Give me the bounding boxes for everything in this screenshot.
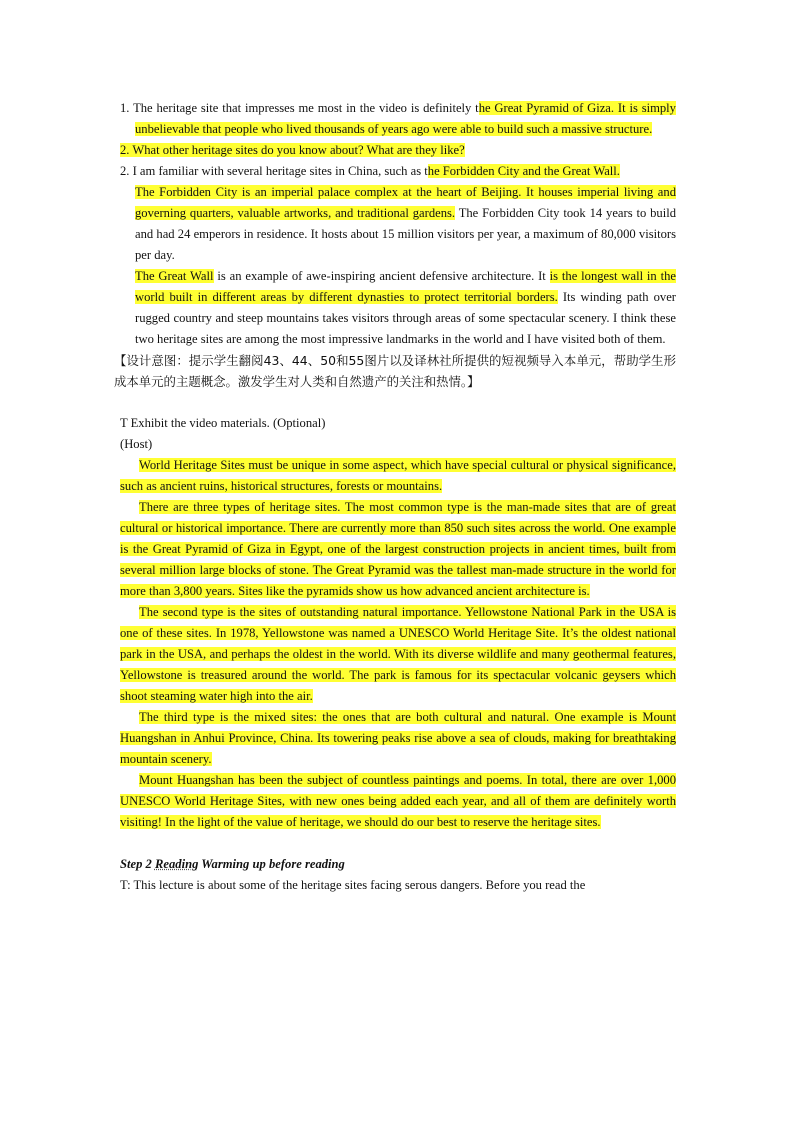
question-2-text: 2. What other heritage sites do you know about? What are they like? (120, 143, 465, 157)
document-page (114, 98, 676, 896)
host-paragraph-2 (120, 497, 676, 602)
question-2 (120, 140, 676, 161)
step-heading (120, 854, 676, 875)
host-paragraph-3-text: The second type is the sites of outstanding natural importance. Yellowstone National Park in the USA is one of these sites. In 1978, Yellowstone was named a UNESCO World Heritage Site. It’s the oldest national park in the USA, and perhaps the oldest in the world. With its diverse wildlife and many geothermal features, Yellowstone is treasured around the world. The park is famous for its spectacular volcanic geysers which shoot steaming water high into the air. (120, 605, 676, 703)
exhibit-instruction: T Exhibit the video materials. (Optional) (120, 416, 326, 430)
spacer-2 (120, 833, 676, 854)
host-paragraph-5-text: Mount Huangshan has been the subject of countless paintings and poems. In total, there are over 1,000 UNESCO World Heritage Sites, with new ones being added each year, and all of them are definitely worth visiting! In the light of the value of heritage, we should do our best to reserve the heritage sites. (120, 773, 676, 829)
host-paragraph-5 (120, 770, 676, 833)
great-wall-text-2: Its winding path over rugged country and steep mountains takes visitors through areas of some spectacular scenery. I think these two heritage sites are among the most impressive landmarks in the world and I have visited both of them. (135, 290, 676, 346)
host-paragraph-3 (120, 602, 676, 707)
host-paragraph-4 (120, 707, 676, 770)
design-intent-note: 【设计意图：提示学生翻阅43、44、50和55图片以及译林社所提供的短视频导入本单元，帮助学生形成本单元的主题概念。激发学生对人类和自然遗产的关注和热情。】 (114, 353, 676, 389)
answer-1 (120, 98, 676, 140)
answer-2-text: 2. I am familiar with several heritage sites in China, such as t (120, 164, 428, 178)
great-wall-highlight-1: The Great Wall (135, 269, 214, 283)
host-paragraph-1-text: World Heritage Sites must be unique in some aspect, which have special cultural or physical significance, such as ancient ruins, historical structures, forests or mountains. (120, 458, 676, 493)
forbidden-city-text: The Forbidden City took 14 years to build and had 24 emperors in residence. It hosts about 15 million visitors per year, a maximum of 80,000 visitors per day. (135, 206, 676, 262)
step-prefix: Step 2 (120, 857, 155, 871)
host-label: (Host) (120, 437, 153, 451)
spacer (120, 392, 676, 413)
forbidden-city-highlight: The Forbidden City is an imperial palace complex at the heart of Beijing. It houses imperial living and governing quarters, valuable artworks, and traditional gardens. (135, 185, 676, 220)
step-reading: Reading (154, 857, 199, 871)
great-wall-text-1: is an example of awe-inspiring ancient defensive architecture. It (213, 269, 550, 283)
host-paragraph-1 (120, 455, 676, 497)
great-wall-paragraph (120, 266, 676, 350)
teacher-intro-line: T: This lecture is about some of the heritage sites facing serous dangers. Before you read the (120, 878, 586, 892)
host-paragraph-4-text: The third type is the mixed sites: the ones that are both cultural and natural. One example is Mount Huangshan in Anhui Province, China. Its towering peaks rise above a sea of clouds, making for breathtaking mountain scenery. (120, 710, 676, 766)
answer-1-text: 1. The heritage site that impresses me most in the video is definitely t (120, 101, 479, 115)
great-wall-highlight-2: is the longest wall in the world built in different areas by different dynasties to protect territorial borders. (135, 269, 676, 304)
answer-2-highlight: he Forbidden City and the Great Wall. (427, 164, 620, 178)
host-paragraph-2-text: There are three types of heritage sites. The most common type is the man-made sites that are of great cultural or historical importance. There are currently more than 850 such sites across the world. One example is the Great Pyramid of Giza in Egypt, one of the largest construction projects in ancient times, built from several million large blocks of stone. The Great Pyramid was the tallest man-made structure in the world for more than 3,800 years. Sites like the pyramids show us how advanced ancient architecture is. (120, 500, 676, 598)
answer-2 (120, 161, 676, 182)
answer-1-highlight: he Great Pyramid of Giza. It is simply unbelievable that people who lived thousands of years ago were able to build such a massive structure. (135, 101, 676, 136)
forbidden-city-paragraph (120, 182, 676, 266)
step-rest: Warming up before reading (198, 857, 345, 871)
